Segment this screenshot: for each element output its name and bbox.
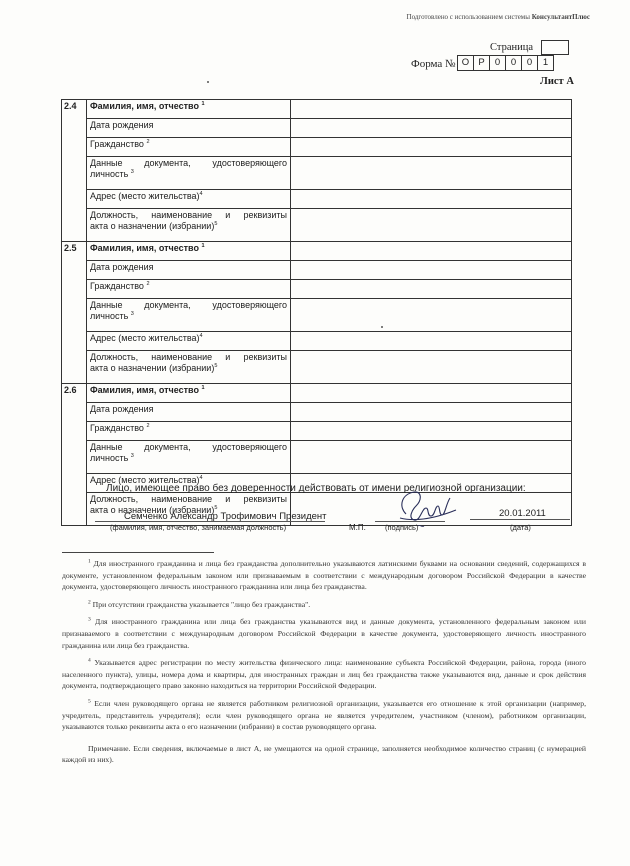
- form-label: Форма №: [411, 58, 456, 70]
- section-number: 2.4: [62, 100, 87, 242]
- handwritten-signature: [392, 488, 458, 532]
- field-label-name: Фамилия, имя, отчество $^1$: [87, 242, 291, 261]
- prepared-prefix: Подготовлено с использованием системы: [406, 13, 532, 21]
- field-label-document: Данные документа, удостоверяющего личность $^3$: [87, 299, 291, 332]
- field-label-document: Данные документа, удостоверяющего личность $^3$: [87, 157, 291, 190]
- form-code-cell: 0: [521, 55, 538, 71]
- scan-dot: [207, 81, 209, 83]
- field-value-birth[interactable]: [291, 261, 572, 280]
- field-value-name[interactable]: [291, 100, 572, 119]
- field-label-address: Адрес (место жительства)$^4$: [87, 474, 291, 493]
- field-value-citizenship[interactable]: [291, 138, 572, 157]
- field-label-name: Фамилия, имя, отчество $^1$: [87, 100, 291, 119]
- signing-date: 20.01.2011: [499, 508, 546, 519]
- field-value-address[interactable]: [291, 332, 572, 351]
- table-row: [62, 157, 572, 190]
- field-value-name[interactable]: [291, 384, 572, 403]
- footnote: $^1$ Для иностранного гражданина и лица без гражданства дополнительно указываются латинскими буквами на основании сведений, содержащихся в документе, установленном федеральным законом или признаваемым в соответствии с международным договором Российской Федерации в качестве документа, удостоверяющего личность иностранного гражданина или лица без гражданства.: [62, 558, 586, 592]
- field-label-document: Данные документа, удостоверяющего личность $^3$: [87, 441, 291, 474]
- field-value-position[interactable]: [291, 209, 572, 242]
- field-label-position: Должность, наименование и реквизиты акта о назначении (избрании)$^5$: [87, 493, 291, 526]
- field-label-address: Адрес (место жительства)$^4$: [87, 190, 291, 209]
- table-row: [62, 299, 572, 332]
- table-row: [62, 384, 572, 403]
- footnotes: [62, 558, 586, 772]
- field-value-document[interactable]: [291, 441, 572, 474]
- form-code-cell: 0: [489, 55, 506, 71]
- prepared-brand: КонсультантПлюс: [531, 13, 590, 21]
- field-value-name[interactable]: [291, 242, 572, 261]
- authorized-person-name: Семченко Александр Трофимович Президент: [124, 511, 327, 522]
- table-row: [62, 261, 572, 280]
- table-row: [62, 138, 572, 157]
- prepared-with-note: [300, 13, 590, 21]
- table-row: [62, 403, 572, 422]
- note-paragraph: Примечание. Если сведения, включаемые в лист А, не умещаются на одной странице, заполняется необходимое количество страниц (с нумерацией каждой из них).: [62, 743, 586, 765]
- field-value-citizenship[interactable]: [291, 422, 572, 441]
- footnote: $^4$ Указывается адрес регистрации по месту жительства физического лица: наименование субъекта Российской Федерации, района, города (иного населенного пункта), улицы, номера дома и квартиры, для иностранных граждан и лиц без гражданства также указываются вид, данные и срок действия документа, подтверждающего право законно находиться на территории Российской Федерации.: [62, 657, 587, 691]
- field-value-position[interactable]: [291, 351, 572, 384]
- field-label-position: Должность, наименование и реквизиты акта о назначении (избрании)$^5$: [87, 351, 291, 384]
- footnote: $^5$ Если член руководящего органа не является работником религиозной организации, указывается его отношение к этой организации (например, учредитель, представитель учредителя); если член руководящего органа не является учредителем, участником (членом), работником организации, указываются только реквизиты акта о его назначении (избрании) в состав руководящего органа.: [62, 698, 587, 732]
- field-value-birth[interactable]: [291, 119, 572, 138]
- footnote: $^3$ Для иностранного гражданина или лица без гражданства указываются вид и данные документа, установленного федеральным законом или признаваемого в соответствии с международным договором Российской Федерации в качестве документа, удостоверяющего личность иностранного гражданина или лица без гражданства.: [62, 616, 587, 650]
- seal-place-label: М.П.: [349, 523, 366, 532]
- table-row: [62, 209, 572, 242]
- members-table: [61, 99, 572, 526]
- scan-dot: [381, 326, 383, 328]
- field-label-name: Фамилия, имя, отчество $^1$: [87, 384, 291, 403]
- page-number-box[interactable]: [541, 40, 569, 55]
- table-row: [62, 351, 572, 384]
- authorized-person-title: Лицо, имеющее право без доверенности действовать от имени религиозной организации:: [106, 483, 526, 494]
- date-caption: (дата): [510, 523, 531, 532]
- field-label-birth: Дата рождения: [87, 119, 291, 138]
- field-value-birth[interactable]: [291, 403, 572, 422]
- field-label-citizenship: Гражданство $^2$: [87, 422, 291, 441]
- field-label-citizenship: Гражданство $^2$: [87, 138, 291, 157]
- date-underline: [470, 519, 570, 520]
- field-label-address: Адрес (место жительства)$^4$: [87, 332, 291, 351]
- field-value-address[interactable]: [291, 190, 572, 209]
- table-row: [62, 422, 572, 441]
- footnote: $^2$ При отсутствии гражданства указывается "лицо без гражданства".: [88, 599, 311, 609]
- form-code-cell: Р: [473, 55, 490, 71]
- field-label-position: Должность, наименование и реквизиты акта о назначении (избрании)$^5$: [87, 209, 291, 242]
- form-code-cells: [458, 55, 554, 71]
- table-row: [62, 190, 572, 209]
- form-code-cell: О: [457, 55, 474, 71]
- form-code-cell: 1: [537, 55, 554, 71]
- signature-caption: (подпись): [385, 523, 419, 532]
- table-row: [62, 441, 572, 474]
- table-row: [62, 242, 572, 261]
- field-label-birth: Дата рождения: [87, 261, 291, 280]
- page-label: Страница: [490, 42, 534, 53]
- section-number: 2.5: [62, 242, 87, 384]
- field-value-document[interactable]: [291, 157, 572, 190]
- field-label-birth: Дата рождения: [87, 403, 291, 422]
- name-underline: [95, 521, 325, 522]
- table-row: [62, 119, 572, 138]
- field-label-citizenship: Гражданство $^2$: [87, 280, 291, 299]
- sheet-label: Лист А: [540, 76, 574, 87]
- section-number: 2.6: [62, 384, 87, 526]
- table-row: [62, 332, 572, 351]
- footnote-separator: [62, 552, 214, 553]
- table-row: [62, 280, 572, 299]
- form-code-cell: 0: [505, 55, 522, 71]
- field-value-citizenship[interactable]: [291, 280, 572, 299]
- field-value-document[interactable]: [291, 299, 572, 332]
- table-row: [62, 100, 572, 119]
- name-caption: (фамилия, имя, отчество, занимаемая должность): [110, 523, 287, 532]
